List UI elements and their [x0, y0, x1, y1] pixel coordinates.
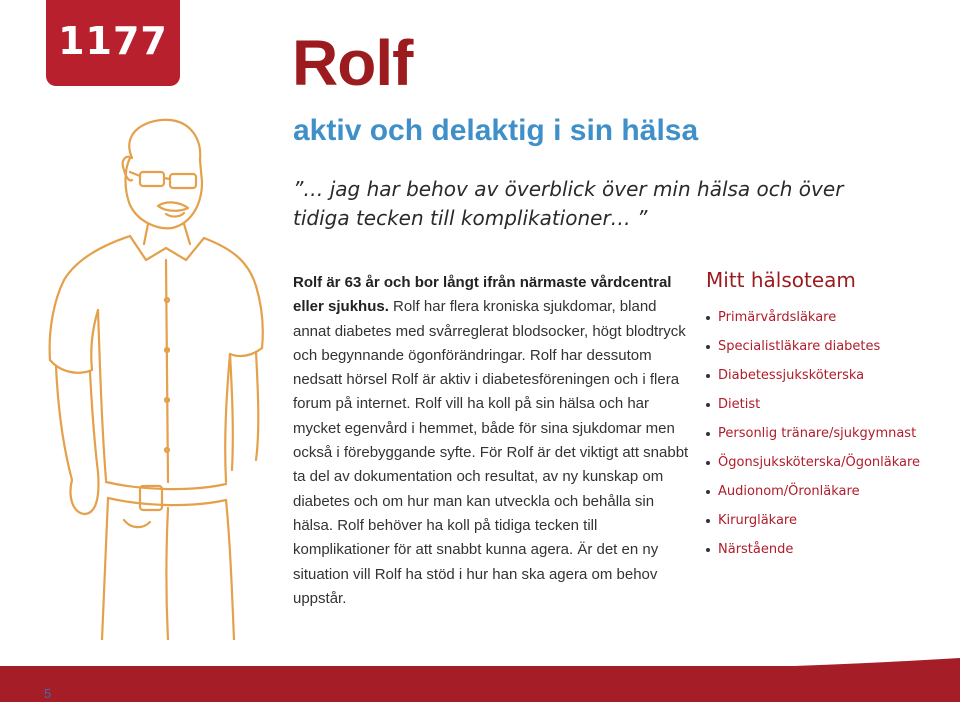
persona-description-lead: Rolf är 63 år och bor långt ifrån närmaste vårdcentral eller sjukhus.: [293, 274, 672, 316]
rolf-sketch-illustration: [20, 110, 270, 640]
page-title: Rolf: [292, 27, 413, 99]
footer-band: [0, 666, 960, 702]
health-team-item: Närstående: [706, 538, 920, 567]
health-team-item: Audionom/Öronläkare: [706, 480, 920, 509]
health-team-title: Mitt hälsoteam: [706, 268, 856, 292]
persona-quote: ”… jag har behov av överblick över min hälsa och över tidiga tecken till komplikationer… ”: [293, 177, 844, 230]
persona-description-body: Rolf har flera kroniska sjukdomar, bland annat diabetes med svårreglerat blodsocker, högt blodtryck och begynnande ögonförändringar. Rolf har dessutom nedsatt hörsel Rolf är aktiv i diabetesföreningen och i flera forum på internet. Rolf vill ha koll på sin hälsa och har mycket egenvård i hemmet, både för sina sjukdomar men också i förebyggande syfte. För Rolf är det viktigt att snabbt ta del av dokumentation och resultat, av ny kunskap om diabetes och om hur man kan utveckla och behålla sin hälsa. Rolf behöver ha koll på tidiga tecken till komplikationer för att snabbt kunna agera. Är det en ny situation vill Rolf ha stöd i hur han ska agera om behov uppstår.: [293, 298, 689, 607]
health-team-item: Personlig tränare/sjukgymnast: [706, 422, 920, 451]
health-team-item: Specialistläkare diabetes: [706, 335, 920, 364]
persona-description: [293, 271, 693, 611]
page-subtitle: aktiv och delaktig i sin hälsa: [293, 114, 699, 147]
health-team-item: Primärvårdsläkare: [706, 306, 920, 335]
logo-text: 1177: [58, 19, 168, 63]
health-team-list: [706, 306, 920, 567]
health-team-item: Kirurgläkare: [706, 509, 920, 538]
page-number: 5: [44, 686, 52, 701]
health-team-item: Diabetessjuksköterska: [706, 364, 920, 393]
logo-1177: [46, 0, 180, 86]
health-team-item: Dietist: [706, 393, 920, 422]
health-team-item: Ögonsjuksköterska/Ögonläkare: [706, 451, 920, 480]
